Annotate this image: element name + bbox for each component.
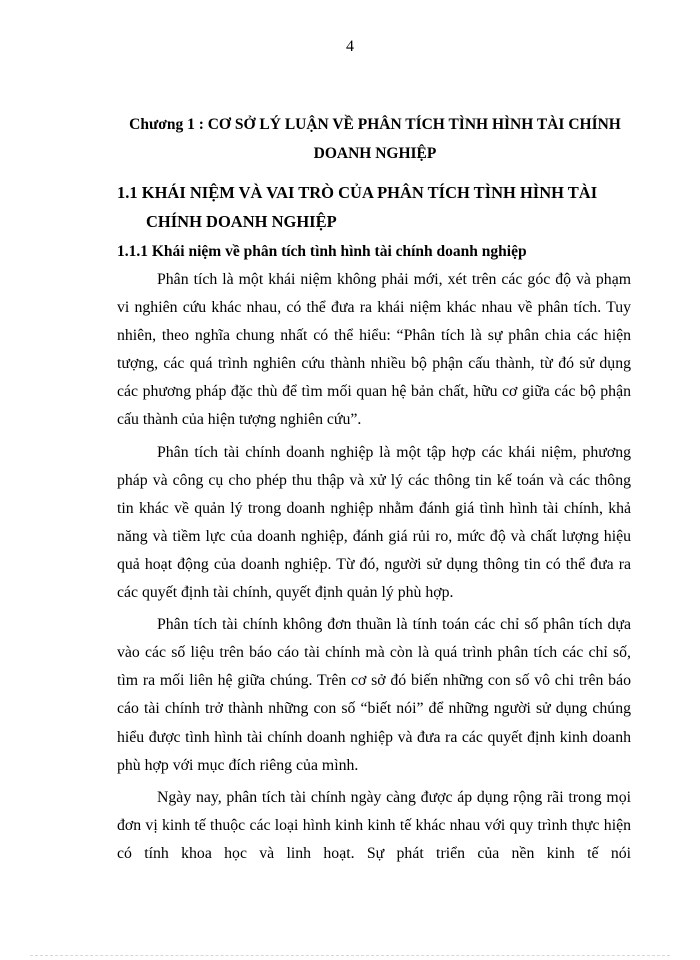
chapter-title: Chương 1 : CƠ SỞ LÝ LUẬN VỀ PHÂN TÍCH TÌNH HÌNH TÀI CHÍNH DOANH NGHIỆP <box>129 116 621 162</box>
paragraph: Ngày nay, phân tích tài chính ngày càng được áp dụng rộng rãi trong mọi đơn vị kinh tế thuộc các loại hình kinh kinh tế khác nhau với quy trình thực hiện có tính khoa học và linh hoạt. Sự phát triển của nền kinh tế nói <box>117 788 631 862</box>
body-text <box>117 266 631 868</box>
page-number: 4 <box>346 38 354 55</box>
section-title-line1: 1.1 KHÁI NIỆM VÀ VAI TRÒ CỦA PHÂN TÍCH TÌNH HÌNH TÀI <box>117 183 598 202</box>
subsection-title: 1.1.1 Khái niệm về phân tích tình hình tài chính doanh nghiệp <box>117 243 527 260</box>
section-title <box>117 178 647 236</box>
page-bottom-divider <box>30 955 670 956</box>
section-title-line2: CHÍNH DOANH NGHIỆP <box>146 212 337 231</box>
paragraph: Phân tích là một khái niệm không phải mới, xét trên các góc độ và phạm vi nghiên cứu khác nhau, có thể đưa ra khái niệm khác nhau về phân tích. Tuy nhiên, theo nghĩa chung nhất có thể hiểu: “Phân tích là sự phân chia các hiện tượng, các quá trình nghiên cứu thành nhiều bộ phận cấu thành, từ đó sử dụng các phương pháp đặc thù để tìm mối quan hệ bản chất, hữu cơ giữa các bộ phận cấu thành của hiện tượng nghiên cứu”. <box>117 271 631 429</box>
paragraph: Phân tích tài chính doanh nghiệp là một tập hợp các khái niệm, phương pháp và công cụ cho phép thu thập và xử lý các thông tin kế toán và các thông tin khác về quản lý trong doanh nghiệp nhằm đánh giá tình hình tài chính, khả năng và tiềm lực của doanh nghiệp, đánh giá rủi ro, mức độ và chất lượng hiệu quả hoạt động của doanh nghiệp. Từ đó, người sử dụng thông tin có thể đưa ra các quyết định tài chính, quyết định quản lý phù hợp. <box>117 443 631 602</box>
paragraph: Phân tích tài chính không đơn thuần là tính toán các chỉ số phân tích dựa vào các số liệu trên báo cáo tài chính mà còn là quá trình phân tích các chỉ số, tìm ra mối liên hệ giữa chúng. Trên cơ sở đó biến những con số vô chi trên báo cáo tài chính trở thành những con số “biết nói” để những người sử dụng chúng hiểu được tình hình tài chính doanh nghiệp và đưa ra các quyết định kinh doanh phù hợp với mục đích riêng của mình. <box>117 616 631 774</box>
